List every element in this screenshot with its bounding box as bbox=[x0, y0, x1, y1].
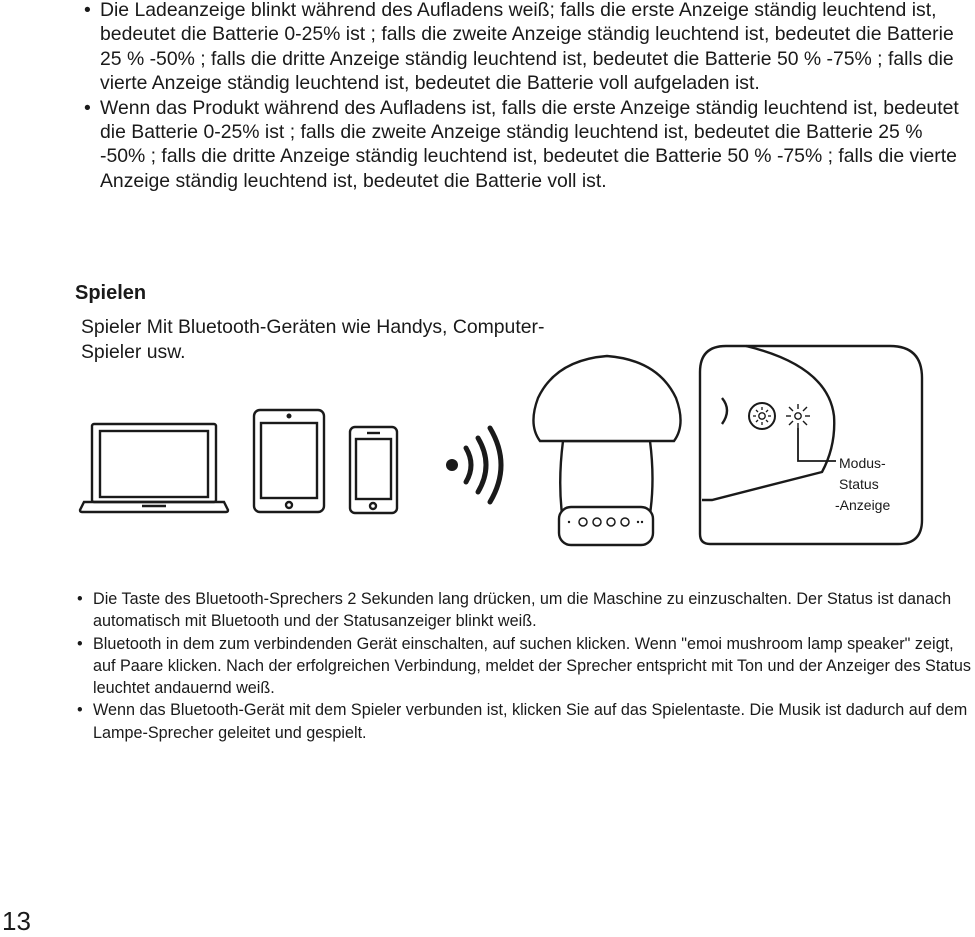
play-instruction-item: • Bluetooth in dem zum verbindenden Gerät einschalten, auf suchen klicken. Wenn "emoi mushroom lamp speaker" zeigt, auf Paare klicken. Nach der erfolgreichen Verbindung, meldet der Sprecher entspricht mit Ton und der Anzeiger des Status leuchtet andauernd weiß. bbox=[75, 633, 975, 700]
mode-status-detail-callout bbox=[700, 346, 922, 544]
laptop-icon bbox=[80, 424, 228, 512]
mushroom-speaker-icon bbox=[533, 356, 680, 545]
mode-button-icon bbox=[749, 403, 775, 429]
mode-label-line3: -Anzeige bbox=[835, 497, 891, 513]
charging-instruction-item: • Wenn das Produkt während des Aufladens ist, falls die erste Anzeige ständig leuchtend ist, bedeutet die Batterie 0-25% ist ; falls die zweite Anzeige ständig leuchtend ist, bedeutet die Batterie 25 % -50% ; falls die dritte Anzeige ständig leuchtend ist, bedeutet die Batterie 50 % -75% ; falls die vierte Anzeige ständig leuchtend ist, bedeutet die Batterie voll ist. bbox=[82, 96, 962, 194]
wireless-signal-icon bbox=[446, 428, 501, 502]
section-heading: Spielen bbox=[75, 282, 147, 304]
status-indicator-light-icon bbox=[786, 404, 810, 428]
label-leader-line bbox=[798, 428, 836, 461]
smartphone-icon bbox=[350, 427, 397, 513]
section-intro: Spieler Mit Bluetooth-Geräten wie Handys, Computer-Spieler usw. bbox=[81, 316, 545, 363]
play-instructions-list bbox=[75, 588, 975, 744]
play-instruction-item: • Die Taste des Bluetooth-Sprechers 2 Sekunden lang drücken, um die Maschine zu einzuschalten. Der Status ist danach automatisch mit Bluetooth und der Statusanzeiger blinkt weiß. bbox=[75, 588, 975, 633]
tablet-icon bbox=[254, 410, 324, 512]
charging-instruction-item: • Die Ladeanzeige blinkt während des Aufladens weiß; falls die erste Anzeige ständig leuchtend ist, bedeutet die Batterie 0-25% ist ; falls die zweite Anzeige ständig leuchtend ist, bedeutet die Batterie 25 % -50% ; falls die dritte Anzeige ständig leuchtend ist, bedeutet die Batterie 50 % -75% ; falls die vierte Anzeige ständig leuchtend ist, bedeutet die Batterie voll aufgeladen ist. bbox=[82, 0, 962, 96]
mode-label-line1: Modus- bbox=[839, 455, 886, 471]
page-number: 13 bbox=[2, 906, 31, 936]
mode-label-line2: Status bbox=[839, 476, 879, 492]
play-instruction-item: • Wenn das Bluetooth-Gerät mit dem Spieler verbunden ist, klicken Sie auf das Spielentaste. Die Musik ist dadurch auf dem Lampe-Sprecher geleitet und gespielt. bbox=[75, 699, 975, 744]
